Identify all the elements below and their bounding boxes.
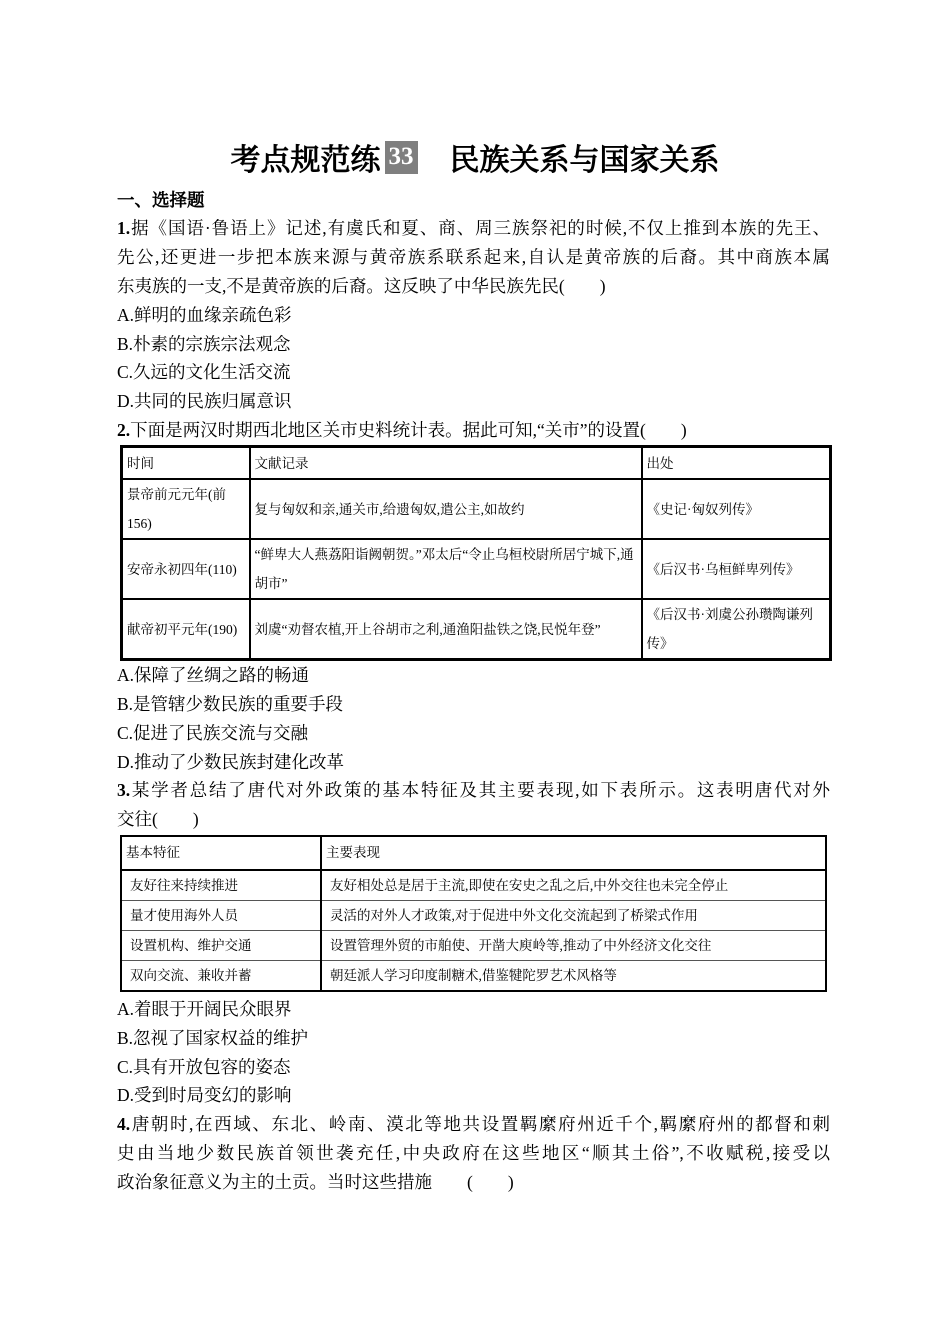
question-stem-line: 交往( ) — [117, 809, 199, 830]
question-number: 3. — [117, 780, 131, 801]
question-number: 1. — [117, 218, 131, 239]
stem-text: 下面是两汉时期西北地区关市史料统计表。据此可知,“关市”的设置( ) — [130, 419, 687, 440]
option-d: D.推动了少数民族封建化改革 — [117, 751, 345, 772]
table-cell: 《后汉书·刘虞公孙瓒陶谦列传》 — [642, 599, 831, 660]
table-cell: 友好相处总是居于主流,即使在安史之乱之后,中外交往也未完全停止 — [321, 870, 826, 901]
question-content — [117, 186, 830, 1197]
table-row — [122, 479, 831, 539]
question-stem-line: 史由当地少数民族首领世袭充任,中央政府在这些地区“顺其土俗”,不收赋税,接受以 — [117, 1143, 830, 1164]
option-c: C.久远的文化生活交流 — [117, 362, 291, 383]
option-c: C.具有开放包容的姿态 — [117, 1056, 291, 1077]
stem-text: 某学者总结了唐代对外政策的基本特征及其主要表现,如下表所示。这表明唐代对外 — [130, 780, 830, 801]
table-cell: 安帝永初四年(110) — [122, 539, 250, 599]
table-header-row — [121, 836, 826, 870]
question-number: 4. — [117, 1114, 131, 1135]
table-cell: 灵活的对外人才政策,对于促进中外文化交流起到了桥梁式作用 — [321, 901, 826, 931]
table-header-cell: 出处 — [642, 446, 831, 479]
table-row — [121, 901, 826, 931]
section-heading: 一、选择题 — [117, 189, 205, 210]
title-subject: 民族关系与国家关系 — [449, 144, 720, 177]
table-header-cell: 时间 — [122, 446, 250, 479]
option-a: A.保障了丝绸之路的畅通 — [117, 665, 310, 686]
table-cell: 量才使用海外人员 — [121, 901, 321, 931]
question-stem-line — [117, 416, 830, 445]
question-stem-line: 政治象征意义为主的土贡。当时这些措施 ( ) — [117, 1171, 514, 1192]
option-b: B.忽视了国家权益的维护 — [117, 1027, 309, 1048]
stem-text: 据《国语·鲁语上》记述,有虞氏和夏、商、周三族祭祀的时候,不仅上推到本族的先王、 — [130, 218, 830, 239]
question-number: 2. — [117, 419, 131, 440]
table-row — [122, 599, 831, 660]
stem-text: 唐朝时,在西域、东北、岭南、漠北等地共设置羁縻府州近千个,羁縻府州的都督和刺 — [130, 1114, 830, 1135]
question-stem-line: 先公,还更进一步把本族来源与黄帝族系联系起来,自认是黄帝族的后裔。其中商族本属 — [117, 247, 830, 268]
question-stem-line — [117, 776, 830, 805]
table-cell: 刘虞“劝督农植,开上谷胡市之利,通渔阳盐铁之饶,民悦年登” — [250, 599, 642, 660]
table-cell: 朝廷派人学习印度制糖术,借鉴犍陀罗艺术风格等 — [321, 961, 826, 992]
table-row — [121, 931, 826, 961]
table-cell: 友好往来持续推进 — [121, 870, 321, 901]
question-3 — [117, 776, 830, 1110]
question-stem-line: 东夷族的一支,不是黄帝族的后裔。这反映了中华民族先民( ) — [117, 275, 606, 296]
option-d: D.受到时局变幻的影响 — [117, 1085, 292, 1106]
title-prefix: 考点规范练 — [230, 144, 381, 177]
page-title — [0, 138, 950, 176]
option-d: D.共同的民族归属意识 — [117, 391, 292, 412]
table-cell: 《史记·匈奴列传》 — [642, 479, 831, 539]
table-row — [121, 870, 826, 901]
guanshi-table — [120, 445, 832, 662]
table-row — [121, 961, 826, 992]
table-header-cell: 文献记录 — [250, 446, 642, 479]
table-cell: 《后汉书·乌桓鲜卑列传》 — [642, 539, 831, 599]
table-cell: “鲜卑大人燕荔阳诣阙朝贺。”邓太后“令止乌桓校尉所居宁城下,通胡市” — [250, 539, 642, 599]
question-2 — [117, 416, 830, 776]
table-cell: 献帝初平元年(190) — [122, 599, 250, 660]
table-header-cell: 主要表现 — [321, 836, 826, 870]
question-4 — [117, 1110, 830, 1196]
table-header-row — [122, 446, 831, 479]
option-a: A.着眼于开阔民众眼界 — [117, 999, 292, 1020]
option-a: A.鲜明的血缘亲疏色彩 — [117, 304, 292, 325]
option-b: B.朴素的宗族宗法观念 — [117, 333, 291, 354]
option-b: B.是管辖少数民族的重要手段 — [117, 694, 344, 715]
table-cell: 双向交流、兼收并蓄 — [121, 961, 321, 992]
tang-policy-table — [120, 835, 827, 992]
table-header-cell: 基本特征 — [121, 836, 321, 870]
table-row — [122, 539, 831, 599]
table-cell: 设置机构、维护交通 — [121, 931, 321, 961]
question-stem-line — [117, 1110, 830, 1139]
question-stem-line — [117, 214, 830, 243]
title-number-badge: 33 — [385, 141, 418, 174]
question-1 — [117, 214, 830, 416]
table-cell: 复与匈奴和亲,通关市,给遗匈奴,遣公主,如故约 — [250, 479, 642, 539]
table-cell: 景帝前元元年(前156) — [122, 479, 250, 539]
table-cell: 设置管理外贸的市舶使、开凿大庾岭等,推动了中外经济文化交往 — [321, 931, 826, 961]
option-c: C.促进了民族交流与交融 — [117, 722, 309, 743]
